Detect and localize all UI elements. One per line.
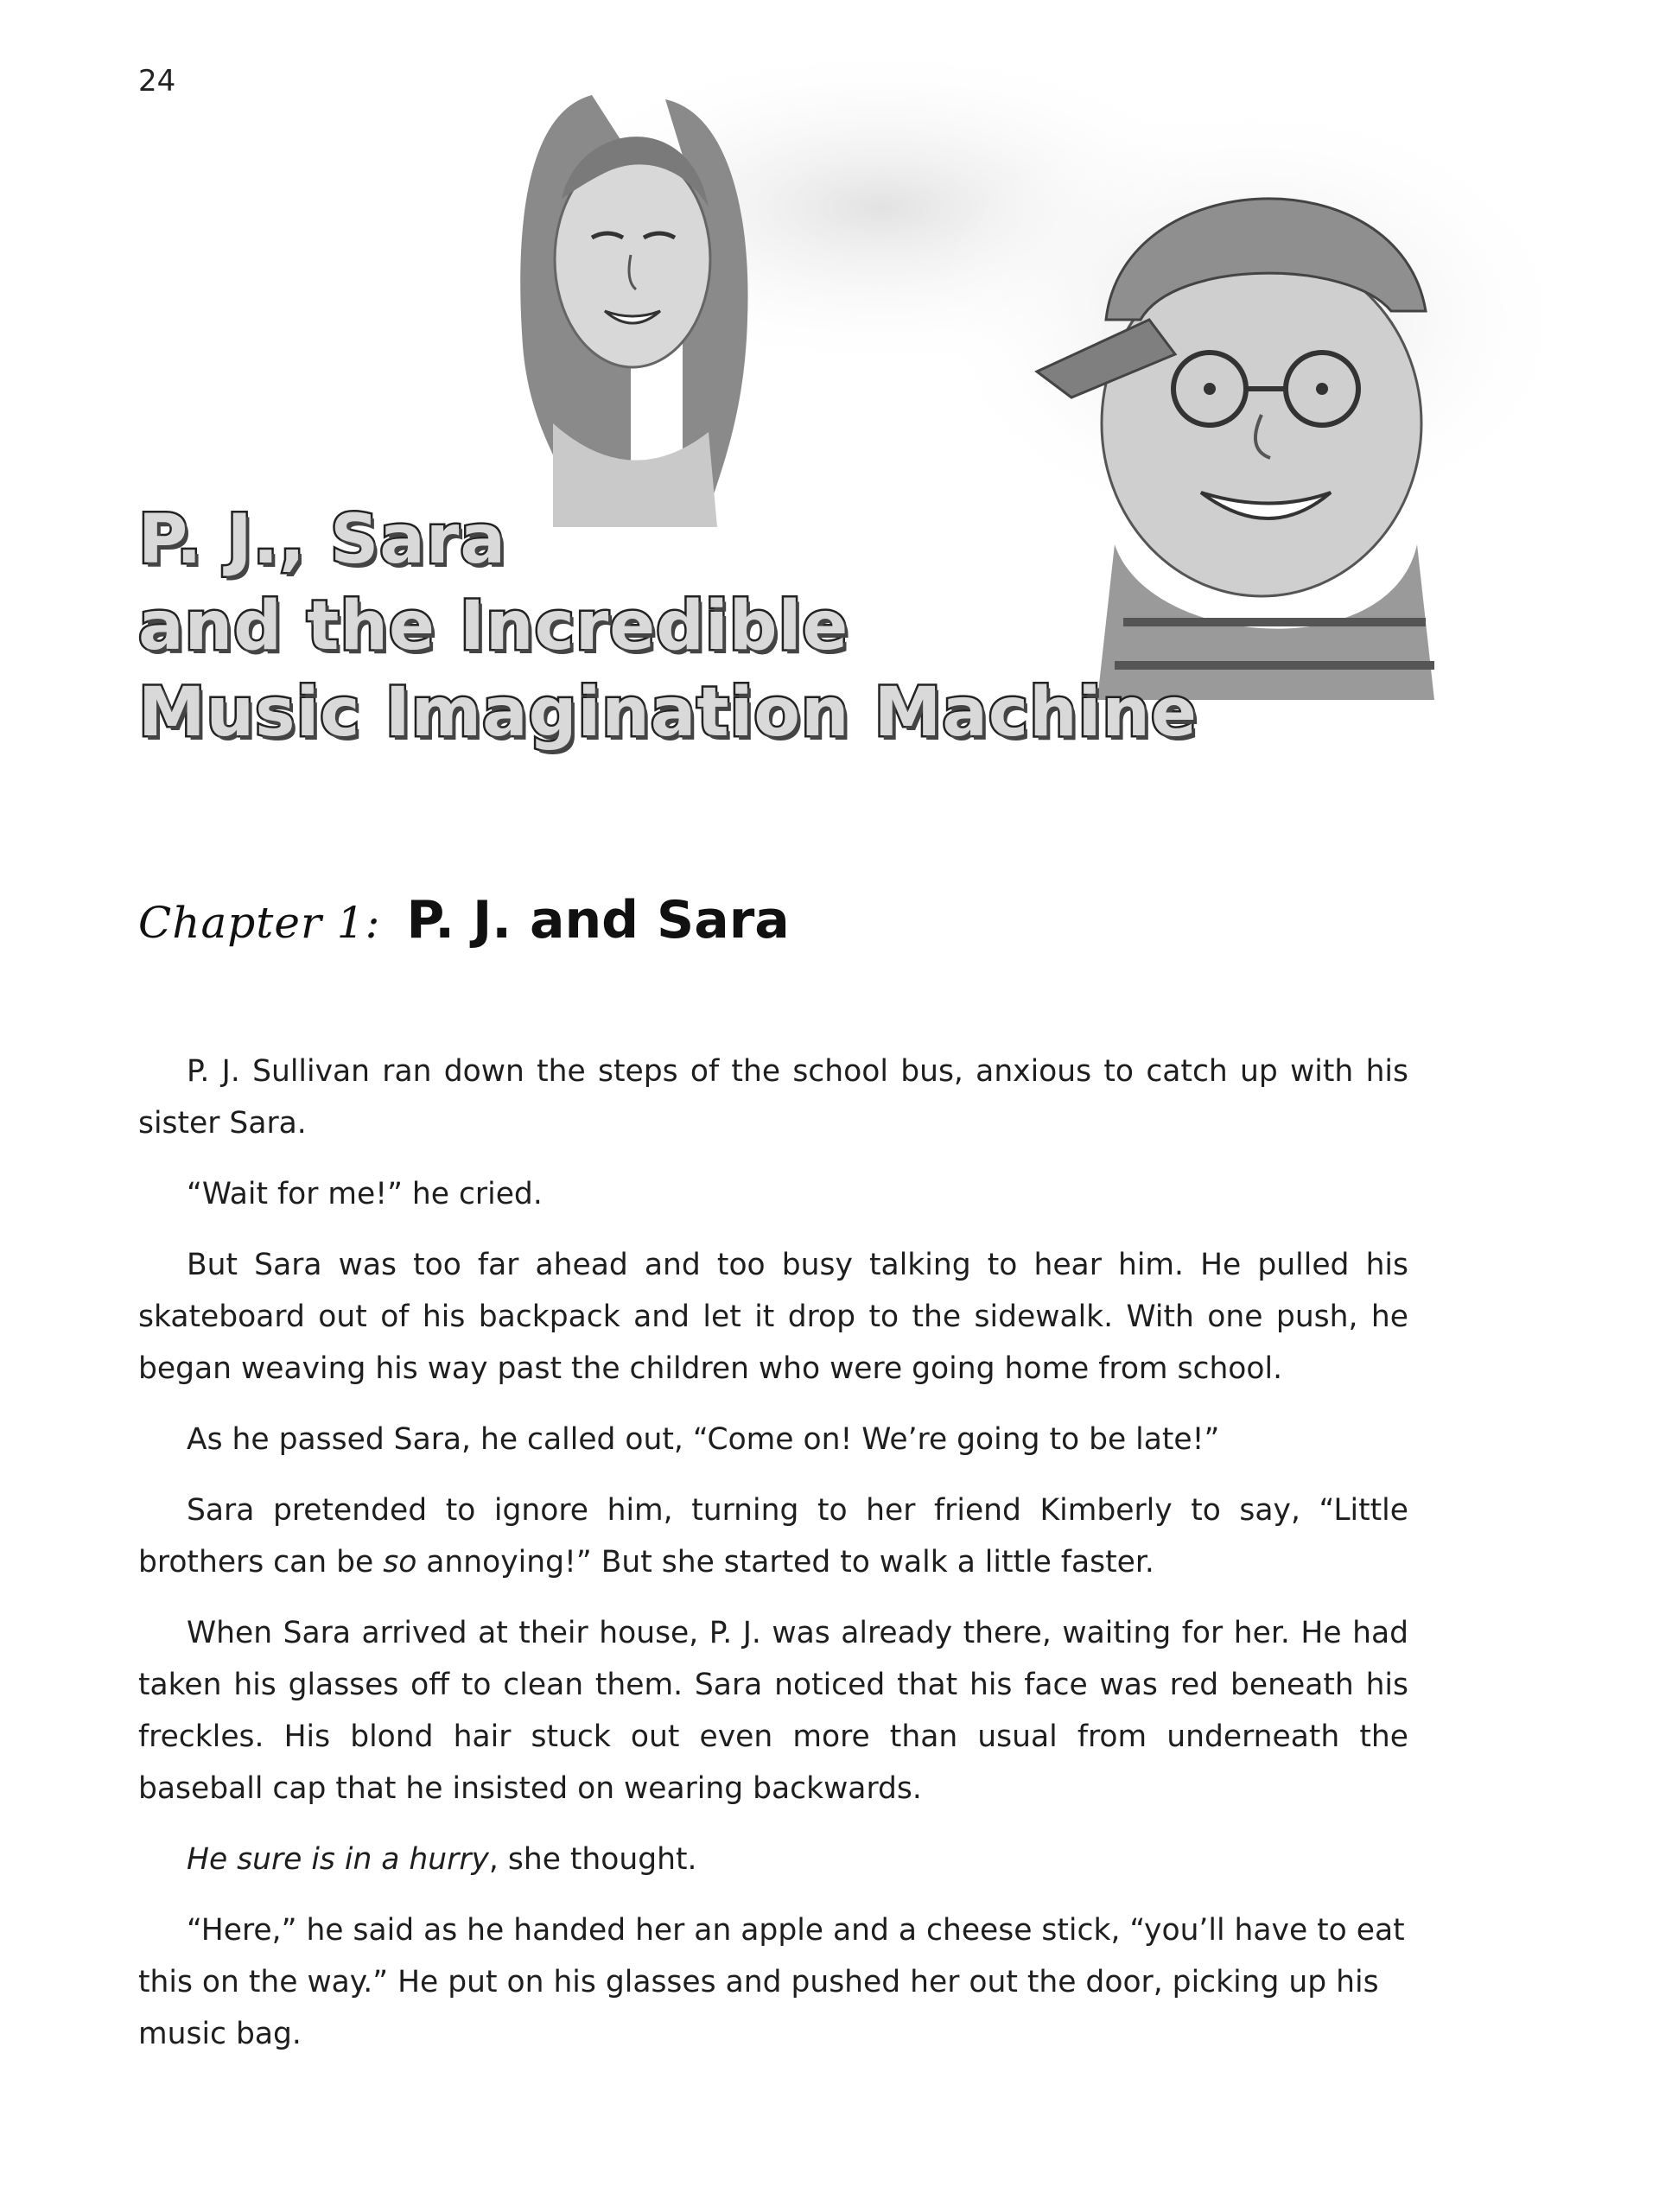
emphasis-text: so [383, 1545, 417, 1580]
paragraph: But Sara was too far ahead and too busy talking to hear him. He pulled his skateboard out of his backpack and let it drop to the sidewalk. With one push, he began weaving his way past the children who were going home from school. [138, 1248, 1408, 1386]
chapter-title: P. J. and Sara [406, 890, 790, 950]
paragraph: As he passed Sara, he called out, “Come on! We’re going to be late!” [187, 1422, 1220, 1457]
chapter-heading [138, 890, 790, 950]
body-text [138, 1046, 1408, 2079]
book-title [138, 497, 1198, 756]
paragraph: “Wait for me!” he cried. [187, 1177, 543, 1211]
text-run: Sara pretended to ignore him, turning to her friend Kimberly to say, “Little brothers can be [138, 1493, 1408, 1580]
text-run: , she thought. [488, 1842, 697, 1877]
girl-portrait [520, 95, 747, 527]
paragraph: When Sara arrived at their house, P. J. was already there, waiting for her. He had taken his glasses off to clean them. Sara noticed that his face was red beneath his freckles. His blond hair stuck out even more than usual from underneath the baseball cap that he insisted on wearing backwards. [138, 1616, 1408, 1806]
paragraph [138, 1834, 1408, 1885]
chapter-label: Chapter 1: [138, 898, 381, 948]
emphasis-text: He sure is in a hurry [187, 1842, 489, 1877]
paragraph: P. J. Sullivan ran down the steps of the school bus, anxious to catch up with his sister Sara. [138, 1054, 1408, 1141]
page-number: 24 [138, 64, 176, 99]
title-line-2: and the Incredible [138, 588, 849, 665]
paragraph [138, 1484, 1408, 1588]
text-run: annoying!” But she started to walk a little faster. [416, 1545, 1154, 1580]
paragraph: “Here,” he said as he handed her an apple and a cheese stick, “you’ll have to eat this on the way.” He put on his glasses and pushed her out the door, picking up his music bag. [138, 1913, 1405, 2051]
title-line-3: Music Imagination Machine [138, 674, 1198, 752]
title-line-1: P. J., Sara [138, 501, 506, 579]
